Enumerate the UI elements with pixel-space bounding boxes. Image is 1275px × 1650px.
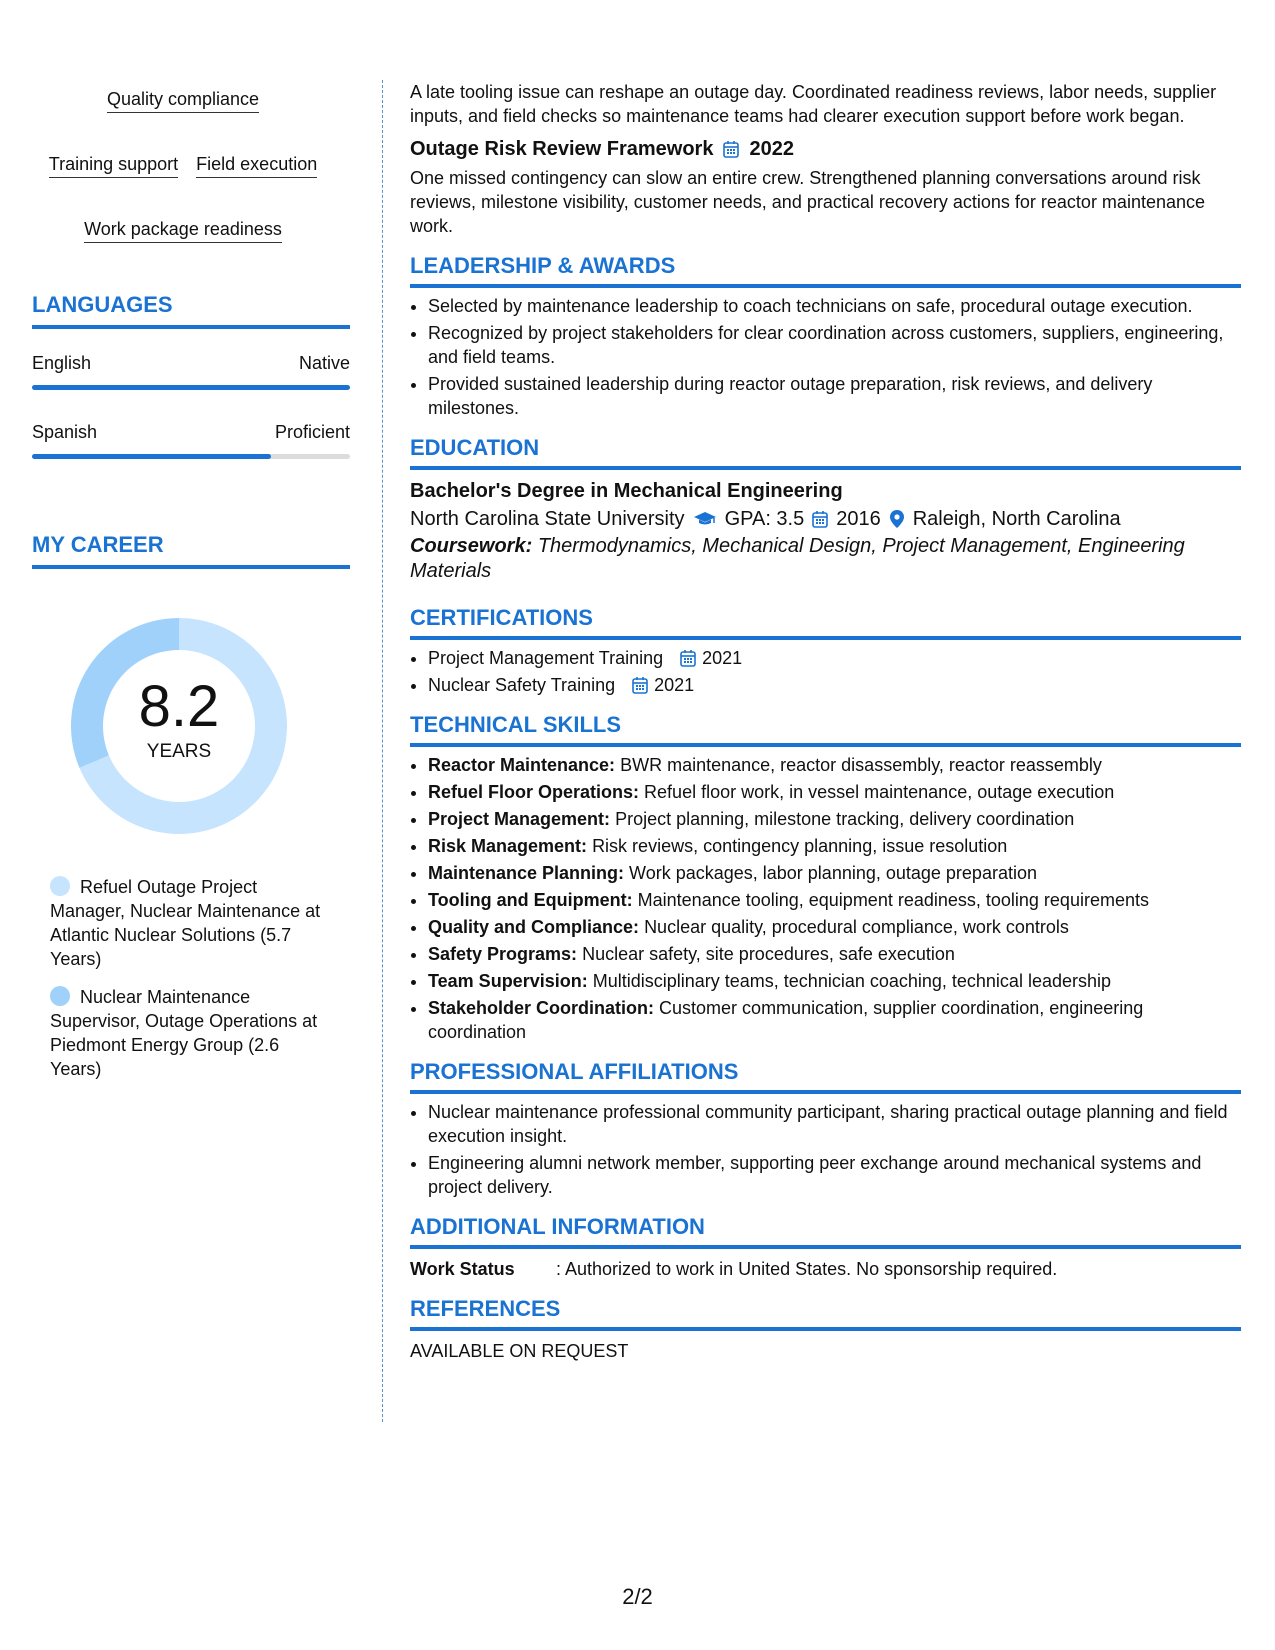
list-item (428, 969, 1241, 993)
certifications-section (410, 604, 1241, 697)
language-level: Native (298, 353, 350, 373)
location-pin-icon (889, 509, 905, 529)
list-item (428, 807, 1241, 831)
list-item: • Recognized by project stakeholders for clear coordination across customers, suppliers, engineering, and field teams. (428, 321, 1241, 369)
legend-label: Nuclear Maintenance Supervisor, Outage Operations at Piedmont Energy Group (2.6 Years) (50, 987, 318, 1079)
certification-name: • Nuclear Safety Training (428, 675, 616, 695)
certification-name: • Project Management Training (428, 648, 664, 668)
leadership-section (410, 252, 1241, 420)
project-year: 2022 (749, 138, 794, 160)
right-column (410, 80, 1241, 1363)
career-total-unit: YEARS (146, 741, 212, 762)
list-item: • Engineering alumni network member, supporting peer exchange around mechanical systems and project delivery. (428, 1151, 1241, 1199)
career-donut-chart (64, 611, 294, 841)
project-description: One missed contingency can slow an entire crew. Strengthened planning conversations around risk reviews, milestone visibility, customer needs, and practical recovery actions for reactor maintenance work. (410, 168, 1206, 236)
skill-label: Quality and Compliance: (428, 917, 640, 937)
coursework-list: Thermodynamics, Mechanical Design, Project Management, Engineering Materials (410, 535, 1185, 582)
skill-tag: Work package readiness (84, 218, 282, 243)
page-number: 2/2 (622, 1584, 653, 1609)
skill-text: Risk reviews, contingency planning, issue resolution (592, 836, 1008, 856)
skill-label: Project Management: (428, 809, 611, 829)
donut-center (64, 611, 294, 841)
skill-label: Refuel Floor Operations: (428, 782, 640, 802)
skill-text: Multidisciplinary teams, technician coaching, technical leadership (592, 971, 1111, 991)
career-section (32, 531, 350, 1081)
gpa: GPA: 3.5 (724, 508, 805, 530)
skill-text: Nuclear safety, site procedures, safe execution (582, 944, 955, 964)
certifications-list (410, 646, 1241, 697)
list-item (428, 915, 1241, 939)
skill-label: Safety Programs: (428, 944, 578, 964)
technical-skills-section (410, 711, 1241, 1044)
career-legend (50, 875, 330, 1081)
degree-title: Bachelor's Degree in Mechanical Engineering (410, 480, 843, 502)
list-item (428, 996, 1241, 1044)
references-heading: REFERENCES (410, 1295, 1241, 1331)
language-item (32, 351, 350, 390)
list-item (428, 753, 1241, 777)
legend-label: Refuel Outage Project Manager, Nuclear Maintenance at Atlantic Nuclear Solutions (5.7 Years) (50, 877, 321, 969)
project-intro-paragraph: A late tooling issue can reshape an outage day. Coordinated readiness reviews, labor needs, supplier inputs, and field checks so maintenance teams had clearer execution support before work began. (410, 82, 1217, 126)
technical-skills-heading: TECHNICAL SKILLS (410, 711, 1241, 747)
list-item: • Provided sustained leadership during reactor outage preparation, risk reviews, and delivery milestones. (428, 372, 1241, 420)
work-status-row (410, 1257, 1241, 1281)
language-level: Proficient (274, 422, 350, 442)
skills-cloud (18, 80, 348, 243)
leadership-heading: LEADERSHIP & AWARDS (410, 252, 1241, 288)
skill-label: Maintenance Planning: (428, 863, 625, 883)
calendar-icon (812, 510, 828, 528)
languages-heading: LANGUAGES (32, 291, 350, 329)
skill-text: Maintenance tooling, equipment readiness, tooling requirements (637, 890, 1149, 910)
language-bar-fill (32, 454, 271, 459)
project-title: Outage Risk Review Framework (410, 138, 714, 160)
skill-tag: Quality compliance (107, 88, 259, 113)
leadership-list (410, 294, 1241, 420)
affiliations-heading: PROFESSIONAL AFFILIATIONS (410, 1058, 1241, 1094)
skill-tag: Field execution (196, 153, 317, 178)
calendar-icon (632, 676, 648, 694)
legend-item (50, 875, 330, 971)
certification-year: 2021 (702, 648, 743, 668)
calendar-icon (723, 140, 739, 158)
list-item (428, 646, 1241, 670)
list-item (428, 888, 1241, 912)
list-item (428, 673, 1241, 697)
languages-section (32, 291, 350, 459)
skill-label: Tooling and Equipment: (428, 890, 633, 910)
education-details (410, 504, 1241, 534)
skill-tag: Training support (49, 153, 178, 178)
skill-text: Work packages, labor planning, outage preparation (629, 863, 1037, 883)
education-heading: EDUCATION (410, 434, 1241, 470)
language-item (32, 420, 350, 459)
language-name: English (32, 353, 92, 373)
skill-label: Stakeholder Coordination: (428, 998, 655, 1018)
skill-label: Risk Management: (428, 836, 588, 856)
skill-text: Project planning, milestone tracking, delivery coordination (615, 809, 1075, 829)
affiliations-section (410, 1058, 1241, 1199)
list-item (428, 942, 1241, 966)
calendar-icon (680, 649, 696, 667)
left-column (32, 80, 350, 1095)
certification-year: 2021 (654, 675, 695, 695)
school-location: Raleigh, North Carolina (912, 508, 1121, 530)
list-item (428, 780, 1241, 804)
skill-label: Team Supervision: (428, 971, 588, 991)
career-heading: MY CAREER (32, 531, 350, 569)
references-section (410, 1295, 1241, 1363)
skill-label: Reactor Maintenance: (428, 755, 616, 775)
skill-text: Refuel floor work, in vessel maintenance, outage execution (644, 782, 1115, 802)
language-bar (32, 454, 350, 459)
coursework-label: Coursework: (410, 535, 533, 557)
legend-item (50, 985, 330, 1081)
work-status-label: Work Status (410, 1259, 515, 1279)
certifications-heading: CERTIFICATIONS (410, 604, 1241, 640)
graduation-year: 2016 (836, 508, 881, 530)
additional-info-section (410, 1213, 1241, 1281)
skill-text: Nuclear quality, procedural compliance, work controls (644, 917, 1069, 937)
language-name: Spanish (32, 422, 98, 442)
list-item: • Nuclear maintenance professional community participant, sharing practical outage planning and field execution insight. (428, 1100, 1241, 1148)
skill-text: Customer communication, supplier coordination, engineering coordination (428, 998, 1144, 1042)
list-item (428, 861, 1241, 885)
work-status-value: : Authorized to work in United States. No sponsorship required. (556, 1259, 1058, 1279)
references-text: AVAILABLE ON REQUEST (410, 1341, 629, 1361)
language-bar-fill (32, 385, 350, 390)
coursework (410, 534, 1241, 584)
project-title-row (410, 136, 1241, 162)
language-bar (32, 385, 350, 390)
technical-skills-list (410, 753, 1241, 1044)
affiliations-list (410, 1100, 1241, 1199)
list-item: • Selected by maintenance leadership to coach technicians on safe, procedural outage execution. (428, 294, 1241, 318)
school-name: North Carolina State University (410, 508, 685, 530)
skill-text: BWR maintenance, reactor disassembly, reactor reassembly (620, 755, 1102, 775)
education-section (410, 434, 1241, 584)
legend-dot-icon (50, 876, 70, 896)
column-divider (382, 80, 383, 1422)
graduation-cap-icon (693, 510, 717, 528)
list-item (428, 834, 1241, 858)
additional-info-heading: ADDITIONAL INFORMATION (410, 1213, 1241, 1249)
career-total-years: 8.2 (138, 674, 220, 739)
legend-dot-icon (50, 986, 70, 1006)
